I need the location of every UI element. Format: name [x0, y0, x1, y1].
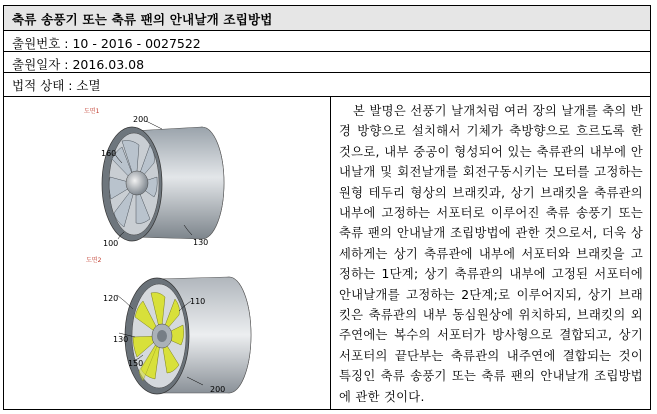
- application-date: 출원일자 : 2016.03.08: [12, 57, 145, 72]
- figure-2-callout-200: 200: [210, 385, 226, 394]
- figure-1-label: 도면1: [84, 108, 100, 115]
- figure-1-callout-200: 200: [133, 115, 149, 124]
- figure-2-callout-130: 130: [113, 335, 129, 344]
- legal-status: 법적 상태 : 소멸: [12, 78, 101, 93]
- figure-2-callout-150: 150: [128, 359, 144, 368]
- figure-cell: [4, 97, 331, 409]
- patent-summary-table: [3, 5, 651, 410]
- figure-1-callout-100: 100: [103, 239, 119, 248]
- content-row: [4, 97, 650, 409]
- figure-2-callout-120: 120: [103, 294, 119, 303]
- figure-2-callout-110: 110: [190, 297, 206, 306]
- application-number: 출원번호 : 10 - 2016 - 0027522: [12, 36, 201, 51]
- abstract-text: 본 발명은 선풍기 날개처럼 여러 장의 날개를 축의 반경 방향으로 설치해서 기체가 축방향으로 흐르도록 한 것으로, 내부 중공이 형성되어 있는 축류관의 내부에 안내날개 및 회전날개를 회전구동시키는 모터를 고정하는 원형 테두리 형상의 브래킷과, 상기 브래킷을 축류관의 내부에 고정하는 서포터로 이루어진 축류 송풍기 또는 축류 팬의 안내날개 조립방법에 관한 것으로서, 더욱 상세하게는 상기 축류관에 내부에 서포터와 브래킷을 고정하는 1단계; 상기 축류관의 내부에 고정된 서포터에 안내날개를 고정하는 2단계;로 이루어지되, 상기 브래킷은 축류관의 내부 동심원상에 위치하되, 브래킷의 외주연에는 복수의 서포터가 방사형으로 결합되고, 상기 서포터의 끝단부는 축류관의 내주연에 결합되는 것이 특징인 축류 송풍기 또는 축류 팬의 안내날개 조립방법에 관한 것이다.: [339, 104, 643, 404]
- figure-1-callout-130: 130: [193, 238, 209, 247]
- application-number-row: [4, 31, 650, 52]
- application-date-row: [4, 52, 650, 73]
- legal-status-row: [4, 73, 650, 97]
- figure-1-axial-fan-drawing: [84, 115, 234, 255]
- figure-1-callout-160: 160: [101, 149, 117, 158]
- title-row: [4, 6, 650, 31]
- patent-title: 축류 송풍기 또는 축류 팬의 안내날개 조립방법: [12, 12, 273, 27]
- figure-2-label: 도면2: [86, 257, 102, 264]
